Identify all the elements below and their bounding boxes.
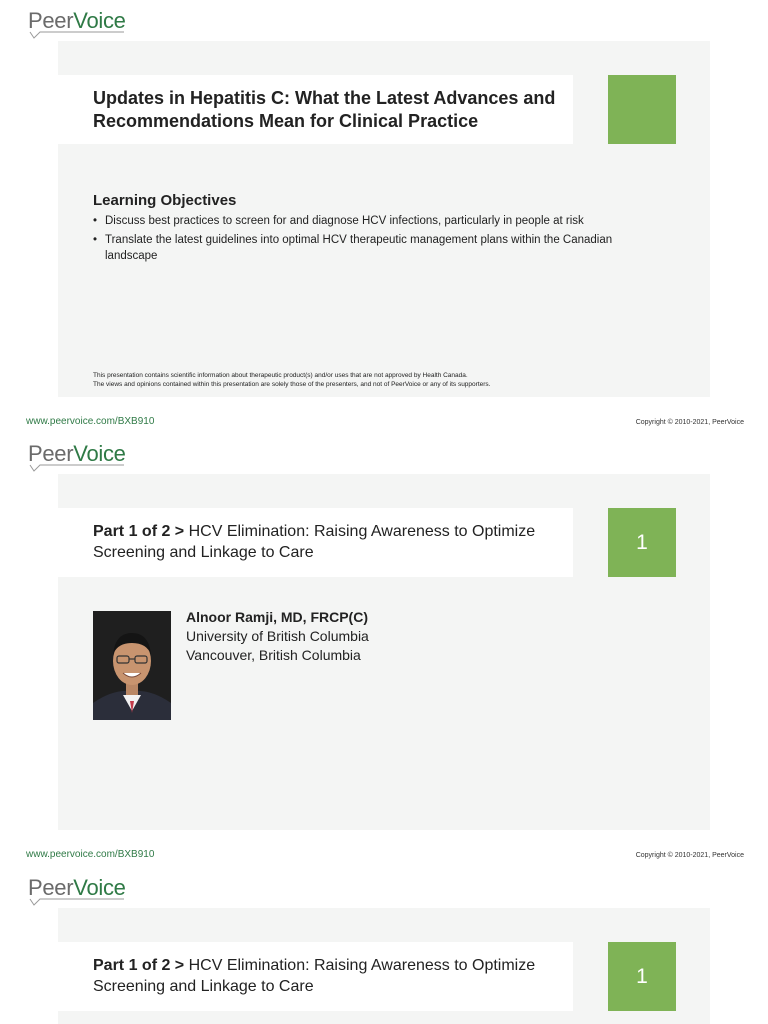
footer-copyright: Copyright © 2010-2021, PeerVoice (635, 419, 744, 426)
slide-title-text: Part 1 of 2 > HCV Elimination: Raising Awareness to Optimize Screening and Linkage to Care (93, 523, 536, 561)
page-2 (0, 433, 768, 867)
green-accent-block (608, 75, 676, 144)
learning-objectives-list (93, 213, 653, 267)
learning-objectives-heading: Learning Objectives (93, 192, 237, 209)
slide-title-text: Part 1 of 2 > HCV Elimination: Raising Awareness to Optimize Screening and Linkage to Care (93, 957, 536, 995)
peervoice-logo: PeerVoice (28, 8, 126, 33)
slide-title-text: Updates in Hepatitis C: What the Latest Advances and Recommendations Mean for Clinical Practice (93, 88, 556, 131)
part-number-badge: 1 (608, 508, 676, 577)
slide-title (58, 41, 710, 397)
speaker-info (186, 608, 369, 665)
part-number-badge: 1 (608, 942, 676, 1011)
speaker-portrait-icon (93, 611, 171, 720)
disclaimer: This presentation contains scientific information about therapeutic product(s) and/or uses that are not approved by Health Canada. The views and opinions contained within this presentation are solely those of the presenters, and not of PeerVoice or any of its supporters. (93, 372, 491, 388)
title-box (58, 942, 573, 1011)
peervoice-logo: PeerVoice (28, 875, 126, 900)
logo-swoosh-icon (28, 463, 126, 473)
footer-url-link[interactable]: www.peervoice.com/BXB910 (26, 416, 155, 427)
speaker-affiliation: University of British Columbia (186, 628, 369, 644)
footer-copyright: Copyright © 2010-2021, PeerVoice (635, 852, 744, 859)
speaker-location: Vancouver, British Columbia (186, 647, 361, 663)
slide-part-1 (58, 474, 710, 830)
speaker-photo (93, 611, 171, 720)
list-item: • Discuss best practices to screen for and diagnose HCV infections, particularly in people at risk (93, 213, 653, 229)
peervoice-logo: PeerVoice (28, 441, 126, 466)
logo-swoosh-icon (28, 897, 126, 907)
page-1 (0, 0, 768, 434)
title-box (58, 75, 573, 144)
logo-swoosh-icon (28, 30, 126, 40)
page-3 (0, 867, 768, 1024)
list-item: • Translate the latest guidelines into optimal HCV therapeutic management plans within the Canadian landscape (93, 232, 653, 264)
slide-part-1-repeat (58, 908, 710, 1024)
speaker-name: Alnoor Ramji, MD, FRCP(C) (186, 609, 368, 625)
title-box (58, 508, 573, 577)
footer-url-link[interactable]: www.peervoice.com/BXB910 (26, 849, 155, 860)
